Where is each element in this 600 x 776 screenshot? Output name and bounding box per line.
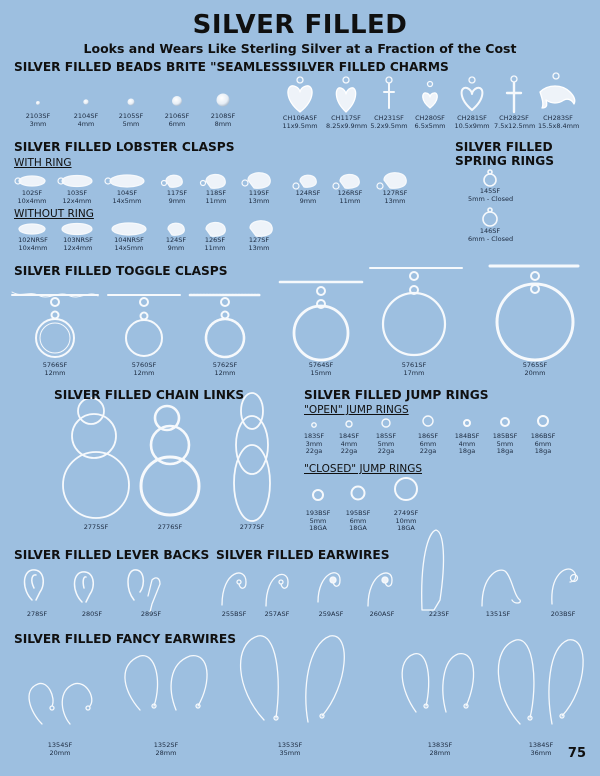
product-label: 146SF 6mm - Closed (468, 227, 514, 243)
product-label: 104SF 14x5mm (112, 189, 142, 205)
product-label: 2103SF 3mm (25, 112, 51, 128)
section-toggle-heading: SILVER FILLED TOGGLE CLASPS (14, 264, 228, 278)
lever-back-icons (25, 570, 161, 612)
product-label: CH106ASF 11x9.5mm (282, 114, 318, 130)
product-label: 223SF (428, 610, 450, 618)
toggle-clasp-icons (12, 266, 578, 360)
product-label: 259ASF (318, 610, 344, 618)
product-label: CH231SF 5.2x9.5mm (370, 114, 408, 130)
product-label: 119SF 13mm (248, 189, 270, 205)
product-label: 5761SF 17mm (401, 361, 427, 377)
lobster-without-ring-subheading: WITHOUT RING (14, 208, 94, 220)
product-label: 185SF 5mm 22ga (375, 432, 397, 456)
section-jump-heading: SILVER FILLED JUMP RINGS (304, 388, 489, 402)
product-label: 102SF 10x4mm (17, 189, 47, 205)
product-label: 203BSF (550, 610, 576, 618)
product-label: 5762SF 12mm (212, 361, 238, 377)
product-label: 124SF 9mm (165, 236, 187, 252)
product-label: 5765SF 20mm (522, 361, 548, 377)
product-label: 1353SF 35mm (277, 741, 303, 757)
product-label: CH117SF 8.25x9.9mm (326, 114, 368, 130)
product-label: 104NRSF 14x5mm (114, 236, 144, 252)
product-label: 1354SF 20mm (47, 741, 73, 757)
product-label: 2775SF (83, 523, 109, 531)
product-label: 1383SF 28mm (427, 741, 453, 757)
lobster-clasp-noring-icons (19, 221, 272, 237)
product-label: 127SF 13mm (248, 236, 270, 252)
section-beads-heading: SILVER FILLED BEADS BRITE "SEAMLESS" (14, 60, 295, 74)
charm-icons (288, 73, 575, 112)
product-label: 145SF 5mm - Closed (468, 187, 514, 203)
section-spring-heading: SILVER FILLED SPRING RINGS (455, 140, 554, 168)
product-label: 183SF 3mm 22ga (303, 432, 325, 456)
product-label: 186BSF 6mm 18ga (530, 432, 556, 456)
section-fancy-heading: SILVER FILLED FANCY EARWIRES (14, 632, 237, 646)
product-label: 184BSF 4mm 18ga (454, 432, 480, 456)
page-number: 75 (567, 746, 586, 761)
jump-ring-closed-icons (313, 478, 417, 500)
product-label: CH281SF 10.5x9mm (454, 114, 490, 130)
product-label: 5760SF 12mm (131, 361, 157, 377)
page-subtitle: Looks and Wears Like Sterling Silver at a Fraction of the Cost (83, 41, 517, 56)
product-label: 117SF 9mm (166, 189, 188, 205)
product-label: 124RSF 9mm (295, 189, 321, 205)
product-label: 118SF 11mm (205, 189, 227, 205)
jump-ring-open-icons (312, 416, 548, 427)
section-charms-heading: SILVER FILLED CHARMS (288, 60, 449, 74)
product-label: 280SF (81, 610, 103, 618)
product-label: CH283SF 15.5x8.4mm (538, 114, 580, 130)
lobster-with-ring-subheading: WITH RING (14, 157, 72, 169)
section-chain-heading: SILVER FILLED CHAIN LINKS (54, 388, 245, 402)
product-label: 278SF (26, 610, 48, 618)
bead-icons (36, 94, 230, 107)
section-earwires-heading: SILVER FILLED EARWIRES (216, 548, 390, 562)
product-label: 5764SF 15mm (308, 361, 334, 377)
jump-closed-subheading: "CLOSED" JUMP RINGS (304, 463, 423, 475)
product-label: 185BSF 5mm 18ga (492, 432, 518, 456)
product-label: 255BSF (221, 610, 247, 618)
fancy-earwire-icons (29, 636, 583, 724)
product-label: 2106SF 6mm (164, 112, 190, 128)
product-label: 126SF 11mm (204, 236, 226, 252)
page-title: SILVER FILLED (192, 10, 408, 40)
product-label: 193BSF 5mm 18GA (305, 509, 331, 533)
product-label: 257ASF (264, 610, 290, 618)
product-label: 195BSF 6mm 18GA (345, 509, 371, 533)
product-label: 186SF 6mm 22ga (417, 432, 439, 456)
product-label: 260ASF (369, 610, 395, 618)
product-label: 2104SF 4mm (73, 112, 99, 128)
product-label: 184SF 4mm 22ga (338, 432, 360, 456)
product-label: CH282SF 7.5x12.5mm (494, 114, 536, 130)
section-lever-heading: SILVER FILLED LEVER BACKS (14, 548, 210, 562)
jump-open-subheading: "OPEN" JUMP RINGS (304, 404, 409, 416)
earwire-icons (222, 530, 578, 610)
product-label: 2777SF (239, 523, 265, 531)
product-label: 1352SF 28mm (153, 741, 179, 757)
product-label: 2749SF 10mm 18GA (393, 509, 419, 533)
chain-link-icons (63, 393, 270, 521)
product-label: 2108SF 8mm (210, 112, 236, 128)
product-label: 126RSF 11mm (337, 189, 363, 205)
product-label: 1351SF (485, 610, 511, 618)
product-label: 127RSF 13mm (382, 189, 408, 205)
product-label: 289SF (140, 610, 162, 618)
product-label: 5766SF 12mm (42, 361, 68, 377)
product-label: 102NRSF 10x4mm (18, 236, 48, 252)
product-label: 2105SF 5mm (118, 112, 144, 128)
lobster-clasp-icons (15, 173, 406, 189)
product-label: 1384SF 36mm (528, 741, 554, 757)
product-label: 2776SF (157, 523, 183, 531)
product-label: CH280SF 6.5x5mm (414, 114, 446, 130)
section-lobster-heading: SILVER FILLED LOBSTER CLASPS (14, 140, 235, 154)
product-label: 103NRSF 12x4mm (63, 236, 93, 252)
product-label: 103SF 12x4mm (62, 189, 92, 205)
